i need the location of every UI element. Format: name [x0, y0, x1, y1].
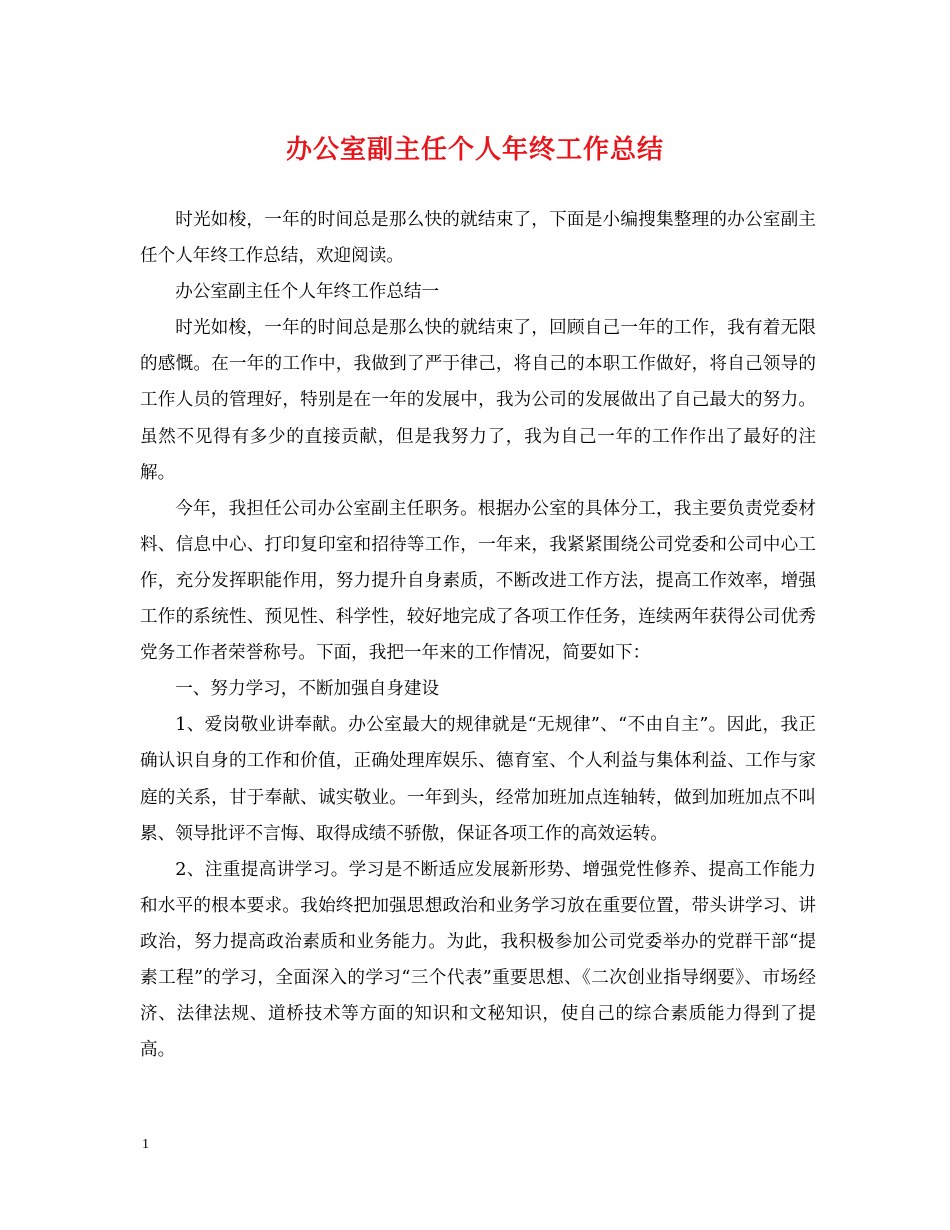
body-paragraph: 2、注重提高讲学习。学习是不断适应发展新形势、增强党性修养、提高工作能力和水平的根本要求。我始终把加强思想政治和业务学习放在重要位置，带头讲学习、讲政治，努力提高政治素质和业务能力。为此，我积极参加公司党委举办的党群干部“提素工程”的学习，全面深入的学习“三个代表”重要思想、《二次创业指导纲要》、市场经济、法律法规、道桥技术等方面的知识和文秘知识，使自己的综合素质能力得到了提高。	[140, 859, 816, 1061]
subsection-heading: 一、努力学习，不断加强自身建设	[175, 679, 440, 700]
body-paragraph: 今年，我担任公司办公室副主任职务。根据办公室的具体分工，我主要负责党委材料、信息中心、打印复印室和招待等工作，一年来，我紧紧围绕公司党委和公司中心工作，充分发挥职能作用，努力提升自身素质，不断改进工作方法，提高工作效率，增强工作的系统性、预见性、科学性，较好地完成了各项工作任务，连续两年获得公司优秀党务工作者荣誉称号。下面，我把一年来的工作情况，简要如下：	[140, 498, 816, 664]
section-heading: 办公室副主任个人年终工作总结一	[175, 282, 440, 303]
body-paragraph: 1、爱岗敬业讲奉献。办公室最大的规律就是“无规律”、“不由自主”。因此，我正确认识自身的工作和价值，正确处理库娱乐、德育室、个人利益与集体利益、工作与家庭的关系，甘于奉献、诚实敬业。一年到头，经常加班加点连轴转，做到加班加点不叫累、领导批评不言悔、取得成绩不骄傲，保证各项工作的高效运转。	[140, 715, 816, 844]
body-paragraph: 时光如梭，一年的时间总是那么快的就结束了，回顾自己一年的工作，我有着无限的感慨。在一年的工作中，我做到了严于律己，将自己的本职工作做好，将自己领导的工作人员的管理好，特别是在一年的发展中，我为公司的发展做出了自己最大的努力。虽然不见得有多少的直接贡献，但是我努力了，我为自己一年的工作作出了最好的注解。	[140, 318, 816, 483]
document-body	[140, 202, 816, 1068]
intro-paragraph: 时光如梭，一年的时间总是那么快的就结束了，下面是小编搜集整理的办公室副主任个人年终工作总结，欢迎阅读。	[140, 210, 816, 267]
page-number: 1	[142, 1137, 149, 1152]
document-title: 办公室副主任个人年终工作总结	[285, 135, 664, 165]
